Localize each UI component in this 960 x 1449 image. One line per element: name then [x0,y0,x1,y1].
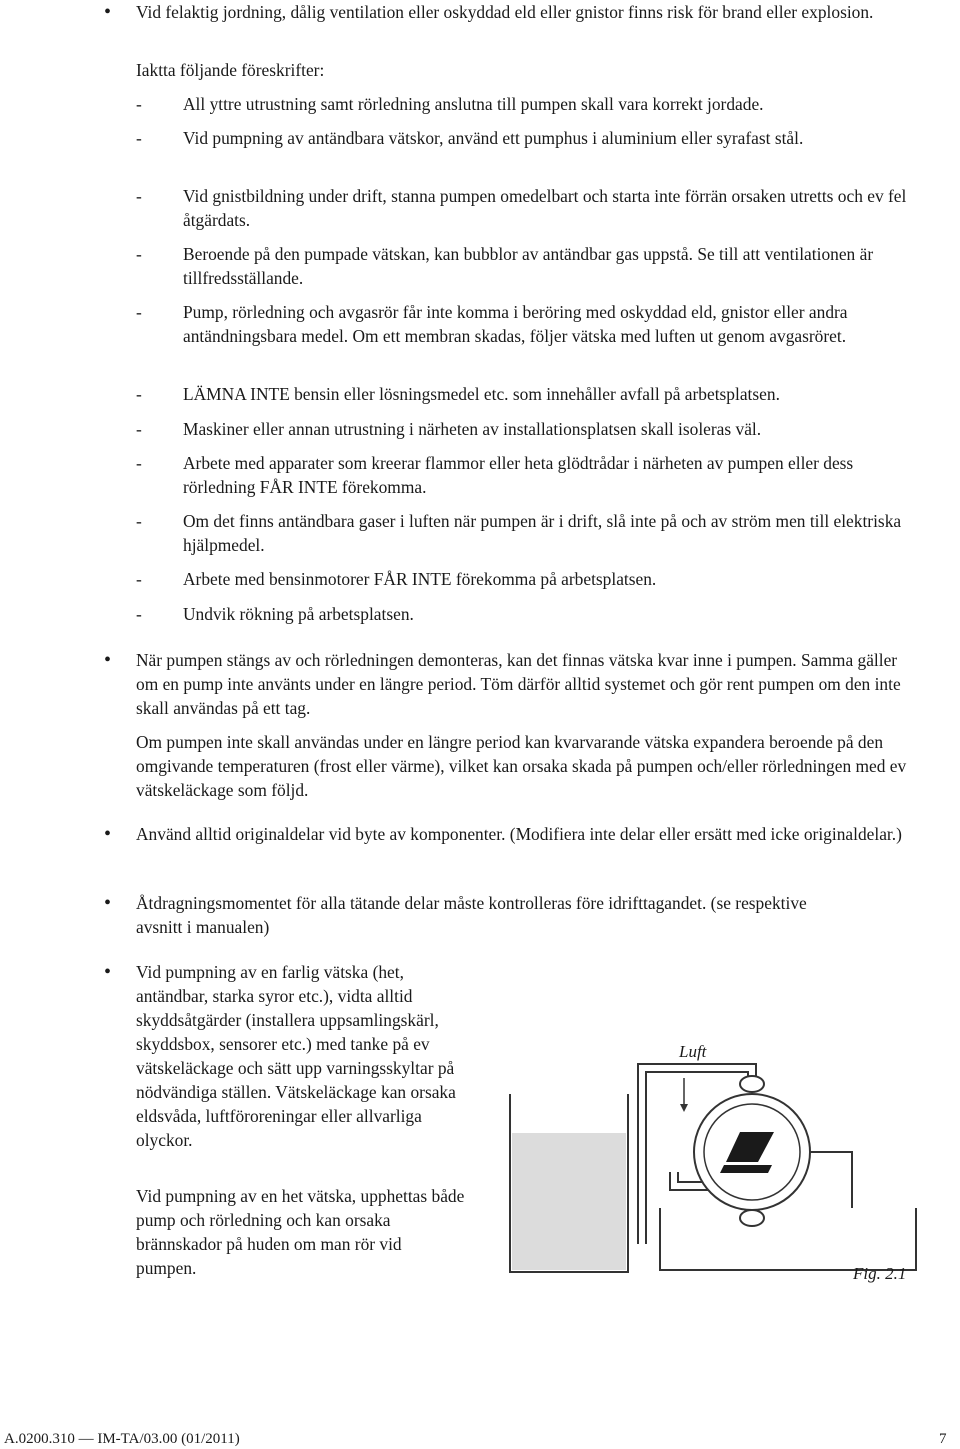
document-code: A.0200.310 — IM-TA/03.00 (01/2011) [4,1431,240,1447]
dash-marker: - [136,186,142,206]
rule-item: Pump, rörledning och avgasrör får inte komma i beröring med oskyddad eld, gnistor eller andra antändningsbara medel. Om ett membran skadas, följer vätska med luften ut genom avgasröret. [183,302,848,346]
dash-marker: - [136,94,142,114]
bullet-text-original-parts: Använd alltid originaldelar vid byte av komponenter. (Modifiera inte delar eller ersätt med icke originaldelar.) [136,824,902,844]
bottom-connector [740,1210,764,1226]
bullet-marker: • [104,892,112,914]
rule-item: Maskiner eller annan utrustning i närheten av installationsplatsen skall isoleras väl. [183,419,762,439]
dash-marker: - [136,569,142,589]
bullet-text-fire-risk: Vid felaktig jordning, dålig ventilation eller oskyddad eld eller gnistor finns risk för brand eller explosion. [136,2,874,22]
bullet-marker: • [104,1,112,23]
dash-marker: - [136,302,142,322]
figure-caption: Fig. 2.1 [853,1264,907,1283]
rule-item: All yttre utrustning samt rörledning anslutna till pumpen skall vara korrekt jordade. [183,94,764,114]
bullet-marker: • [104,649,112,671]
page-number: 7 [939,1431,947,1447]
rule-item: Beroende på den pumpade vätskan, kan bubblor av antändbar gas uppstå. Se till att ventilationen är tillfredsställande. [183,244,874,288]
pump-installation-figure [480,1022,940,1292]
regulations-intro: Iaktta följande föreskrifter: [136,60,325,80]
paragraph-expansion-risk: Om pumpen inte skall användas under en längre period kan kvarvarande vätska expandera beroende på den omgivande temperaturen (frost eller värme), vilket kan orsaka skada på pumpen och/eller rörledningen med ev vätskeläckage som följd. [136,732,907,800]
pump-diagram [480,1022,940,1292]
exhaust-pipe [810,1152,852,1208]
rule-item: LÄMNA INTE bensin eller lösningsmedel etc. som innehåller avfall på arbetsplatsen. [183,384,780,404]
bullet-text-torque: Åtdragningsmomentet för alla tätande delar måste kontrolleras före idrifttagandet. (se respektive avsnitt i manualen) [136,893,807,937]
top-connector [740,1076,764,1092]
dash-marker: - [136,604,142,624]
lower-tank [660,1208,916,1270]
dash-marker: - [136,384,142,404]
bullet-marker: • [104,961,112,983]
rule-item: Arbete med bensinmotorer FÅR INTE förekomma på arbetsplatsen. [183,569,657,589]
paragraph-hot-liquid: Vid pumpning av en het vätska, upphettas både pump och rörledning och kan orsaka brännskador på huden om man rör vid pumpen. [136,1186,465,1278]
bullet-marker: • [104,823,112,845]
dash-marker: - [136,128,142,148]
figure-label-air: Luft [679,1042,707,1061]
tank-liquid [512,1133,626,1270]
dash-marker: - [136,453,142,473]
rule-item: Om det finns antändbara gaser i luften när pumpen är i drift, slå inte på och av ström men till elektriska hjälpmedel. [183,511,902,555]
dash-marker: - [136,419,142,439]
rule-item: Arbete med apparater som kreerar flammor eller heta glödtrådar i närheten av pumpen eller dess rörledning FÅR INTE förekomma. [183,453,854,497]
rule-item: Vid pumpning av antändbara vätskor, använd ett pumphus i aluminium eller syrafast stål. [183,128,804,148]
bullet-text-drain-pump: När pumpen stängs av och rörledningen demonteras, kan det finnas vätska kvar inne i pumpen. Samma gäller om en pump inte använts under en längre period. Töm därför alltid systemet och gör rent pumpen om den inte skall användas på ett tag. [136,650,901,718]
rule-item: Vid gnistbildning under drift, stanna pumpen omedelbart och starta inte förrän orsaken utretts och ev fel åtgärdats. [183,186,907,230]
rule-item: Undvik rökning på arbetsplatsen. [183,604,414,624]
dash-marker: - [136,511,142,531]
bullet-text-hazardous-liquid: Vid pumpning av en farlig vätska (het, antändbar, starka syror etc.), vidta alltid skyddsåtgärder (installera uppsamlingskärl, skyddsbox, sensorer etc.) med tanke på ev vätskeläckage och sätt upp varningsskyltar på nödvändiga ställen. Vätskeläckage kan orsaka eldsvåda, luftföroreningar eller allvarliga olyckor. [136,962,456,1150]
dash-marker: - [136,244,142,264]
